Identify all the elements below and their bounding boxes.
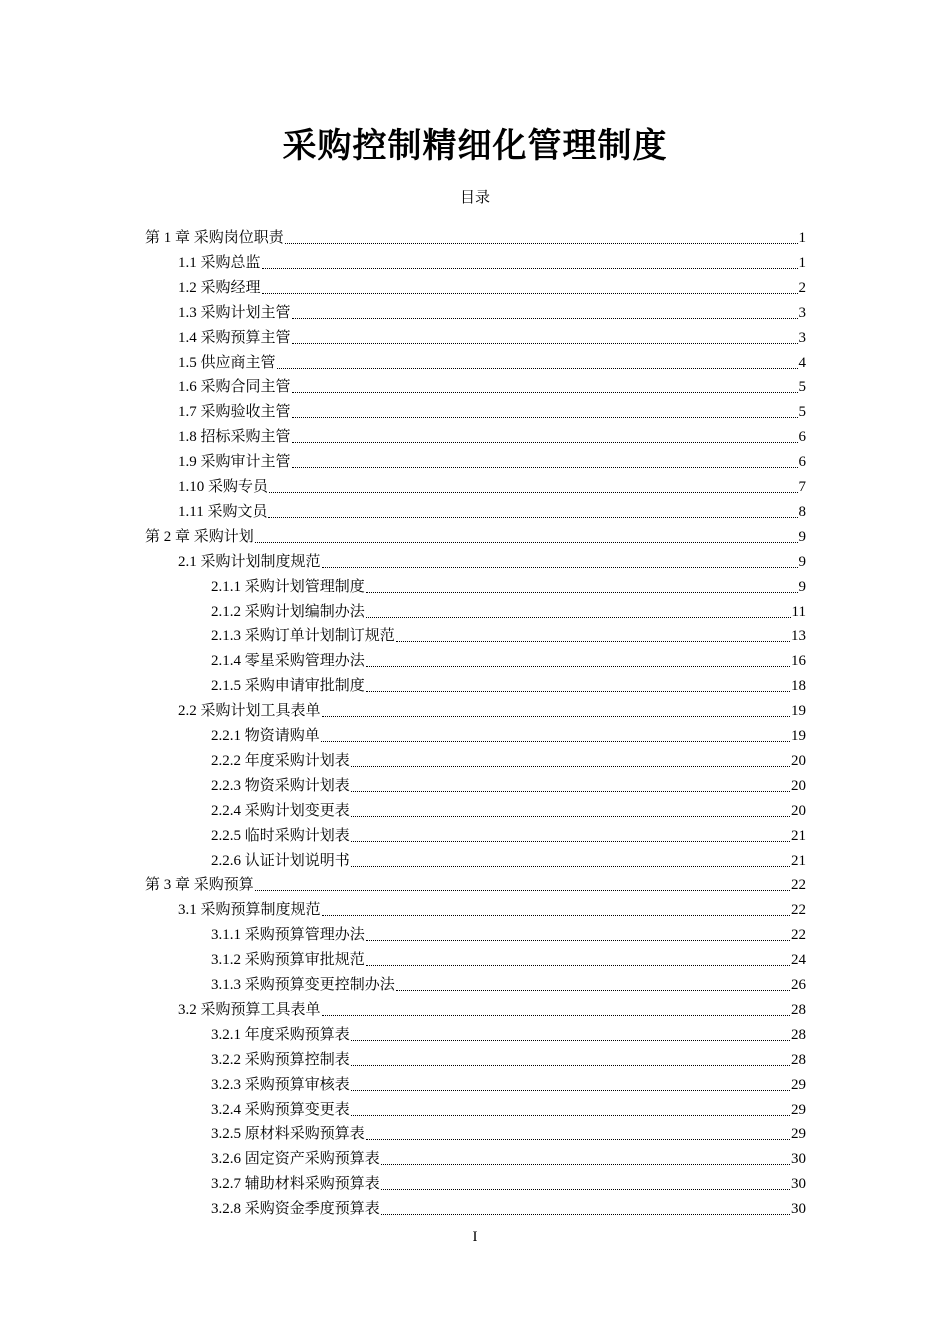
toc-entry-page: 28 [791, 1051, 806, 1068]
toc-dot-leader [366, 940, 790, 941]
toc-entry[interactable] [211, 1071, 806, 1096]
toc-entry-page: 11 [791, 603, 806, 620]
toc-entry-label: 2.2.3 物资采购计划表 [211, 777, 350, 794]
toc-dot-leader [366, 1139, 790, 1140]
toc-entry-label: 2.2.6 认证计划说明书 [211, 852, 350, 869]
toc-entry-label: 3.2.4 采购预算变更表 [211, 1101, 350, 1118]
document-title: 采购控制精细化管理制度 [282, 126, 668, 166]
toc-entry[interactable] [211, 647, 806, 672]
toc-entry-label: 2.1.5 采购申请审批制度 [211, 678, 365, 695]
toc-entry-label: 2.1.2 采购计划编制办法 [211, 603, 365, 620]
toc-entry[interactable] [211, 822, 806, 847]
toc-entry-label: 1.10 采购专员 [178, 479, 269, 495]
toc-entry-label: 2.2.4 采购计划变更表 [211, 802, 350, 819]
toc-heading: 目录 [459, 190, 490, 206]
toc-entry-page: 9 [798, 578, 806, 595]
toc-entry[interactable] [178, 373, 806, 398]
toc-entry-page: 19 [791, 728, 806, 744]
toc-dot-leader [351, 1065, 790, 1066]
toc-entry-label: 1.8 招标采购主管 [178, 429, 291, 446]
toc-entry-label: 2.2.2 年度采购计划表 [211, 752, 350, 769]
toc-dot-leader [277, 368, 798, 369]
toc-entry[interactable] [211, 946, 806, 971]
toc-entry-page: 30 [791, 1201, 806, 1218]
toc-entry-page: 19 [791, 703, 806, 720]
toc-entry[interactable] [211, 1021, 806, 1046]
toc-entry-page: 22 [791, 902, 806, 919]
toc-entry[interactable] [178, 274, 806, 299]
toc-entry-label: 3.2.7 辅助材料采购预算表 [211, 1176, 380, 1193]
toc-dot-leader [262, 293, 798, 294]
toc-entry-page: 22 [791, 877, 806, 894]
toc-entry-page: 3 [798, 329, 806, 346]
toc-entry-page: 18 [791, 678, 806, 695]
toc-entry-page: 28 [791, 1001, 806, 1018]
toc-dot-leader [351, 766, 790, 767]
toc-entry-page: 30 [791, 1151, 806, 1168]
page-number: I [472, 1229, 478, 1245]
toc-entry-label: 2.1 采购计划制度规范 [178, 553, 321, 570]
toc-entry-label: 1.4 采购预算主管 [178, 329, 291, 346]
toc-dot-leader [351, 1115, 790, 1116]
toc-entry[interactable] [145, 871, 806, 896]
toc-dot-leader [321, 741, 790, 742]
toc-entry[interactable] [211, 573, 806, 598]
toc-entry-label: 3.2 采购预算工具表单 [178, 1001, 321, 1018]
toc-entry-label: 1.11 采购文员 [178, 503, 268, 520]
toc-dot-leader [292, 392, 798, 393]
toc-dot-leader [351, 816, 790, 817]
toc-entry-label: 1.5 供应商主管 [178, 354, 276, 371]
toc-entry-label: 2.2.5 临时采购计划表 [211, 827, 350, 844]
toc-entry-page: 9 [798, 553, 806, 570]
toc-entry[interactable] [178, 299, 806, 324]
toc-entry-page: 2 [798, 279, 806, 296]
toc-entry[interactable] [178, 448, 806, 473]
toc-dot-leader [322, 1015, 790, 1016]
toc-dot-leader [285, 243, 798, 244]
toc-entry-label: 2.1.3 采购订单计划制订规范 [211, 628, 395, 645]
toc-entry[interactable] [178, 996, 806, 1021]
toc-dot-leader [322, 915, 790, 916]
toc-entry-page: 8 [798, 503, 806, 520]
toc-entry[interactable] [211, 622, 806, 647]
toc-entry-page: 3 [798, 304, 806, 321]
toc-entry-page: 28 [791, 1026, 806, 1043]
toc-entry[interactable] [211, 772, 806, 797]
toc-entry[interactable] [211, 1170, 806, 1195]
toc-entry[interactable] [211, 1120, 806, 1145]
toc-entry[interactable] [178, 423, 806, 448]
toc-entry-page: 22 [791, 927, 806, 944]
toc-entry[interactable] [178, 249, 806, 274]
toc-entry-label: 1.9 采购审计主管 [178, 454, 291, 471]
toc-entry-page: 16 [791, 653, 806, 670]
toc-dot-leader [292, 318, 798, 319]
toc-entry-label: 3.2.2 采购预算控制表 [211, 1051, 350, 1068]
toc-dot-leader [255, 890, 790, 891]
toc-entry-page: 20 [791, 752, 806, 769]
toc-entry-page: 13 [791, 628, 806, 645]
toc-entry-page: 6 [798, 429, 806, 446]
toc-entry-page: 1 [798, 254, 806, 271]
toc-dot-leader [292, 417, 798, 418]
toc-dot-leader [381, 1214, 790, 1215]
toc-dot-leader [381, 1164, 790, 1165]
toc-entry[interactable] [211, 672, 806, 697]
toc-dot-leader [268, 517, 797, 518]
toc-entry[interactable] [145, 523, 806, 548]
toc-dot-leader [292, 442, 798, 443]
toc-entry[interactable] [211, 722, 806, 747]
toc-entry-page: 29 [791, 1076, 806, 1093]
toc-entry-label: 3.1.2 采购预算审批规范 [211, 952, 365, 969]
toc-entry-label: 第 1 章 采购岗位职责 [145, 230, 284, 246]
toc-dot-leader [366, 666, 790, 667]
toc-entry-label: 2.1.1 采购计划管理制度 [211, 578, 365, 595]
toc-dot-leader [292, 467, 798, 468]
toc-entry-label: 3.2.8 采购资金季度预算表 [211, 1201, 380, 1218]
toc-entry-page: 4 [798, 354, 806, 371]
toc-entry-page: 21 [791, 827, 806, 844]
toc-dot-leader [262, 268, 798, 269]
toc-dot-leader [322, 716, 790, 717]
toc-entry[interactable] [211, 1145, 806, 1170]
toc-dot-leader [366, 965, 790, 966]
toc-entry-page: 20 [791, 777, 806, 794]
toc-entry-page: 21 [791, 852, 806, 869]
toc-entry-label: 3.2.5 原材料采购预算表 [211, 1126, 365, 1143]
toc-dot-leader [269, 492, 797, 493]
toc-dot-leader [351, 866, 790, 867]
toc-entry[interactable] [178, 896, 806, 921]
toc-entry[interactable] [211, 747, 806, 772]
toc-entry-label: 第 3 章 采购预算 [145, 877, 254, 894]
toc-dot-leader [366, 691, 790, 692]
toc-entry-label: 2.1.4 零星采购管理办法 [211, 653, 365, 670]
toc-entry-page: 20 [791, 802, 806, 819]
toc-entry-page: 29 [791, 1126, 806, 1143]
toc-entry[interactable] [211, 797, 806, 822]
toc-entry-label: 3.1.3 采购预算变更控制办法 [211, 977, 395, 993]
toc-dot-leader [292, 343, 798, 344]
toc-entry-label: 3.1 采购预算制度规范 [178, 902, 321, 919]
toc-entry-label: 1.7 采购验收主管 [178, 404, 291, 421]
toc-entry-label: 1.6 采购合同主管 [178, 379, 291, 396]
toc-dot-leader [396, 641, 790, 642]
toc-entry-label: 3.2.3 采购预算审核表 [211, 1076, 350, 1093]
toc-entry[interactable] [178, 473, 806, 498]
toc-dot-leader [351, 841, 790, 842]
toc-entry-label: 3.1.1 采购预算管理办法 [211, 927, 365, 944]
toc-entry[interactable] [178, 398, 806, 423]
toc-dot-leader [366, 617, 791, 618]
toc-entry[interactable] [211, 1096, 806, 1121]
toc-dot-leader [255, 542, 798, 543]
toc-entry[interactable] [211, 598, 806, 623]
toc-dot-leader [381, 1189, 790, 1190]
toc-entry-page: 24 [791, 952, 806, 969]
toc-dot-leader [351, 791, 790, 792]
toc-entry-page: 6 [798, 454, 806, 471]
toc-entry[interactable] [178, 324, 806, 349]
toc-entry-page: 26 [791, 977, 806, 993]
toc-dot-leader [366, 592, 798, 593]
toc-dot-leader [351, 1090, 790, 1091]
toc-entry[interactable] [178, 349, 806, 374]
toc-entry[interactable] [211, 921, 806, 946]
toc-entry-page: 5 [798, 404, 806, 421]
toc-entry-page: 9 [798, 528, 806, 545]
toc-entry[interactable] [211, 1046, 806, 1071]
toc-entry-label: 1.3 采购计划主管 [178, 304, 291, 321]
toc-entry[interactable] [178, 498, 806, 523]
toc-entry-label: 3.2.6 固定资产采购预算表 [211, 1151, 380, 1168]
toc-entry-label: 2.2.1 物资请购单 [211, 728, 320, 744]
toc-entry[interactable] [178, 548, 806, 573]
toc-entry-page: 30 [791, 1176, 806, 1193]
toc-entry-label: 1.2 采购经理 [178, 279, 261, 296]
toc-entry-label: 1.1 采购总监 [178, 254, 261, 271]
toc-entry[interactable] [211, 971, 806, 996]
toc-entry[interactable] [178, 697, 806, 722]
toc-entry[interactable] [145, 224, 806, 249]
toc-entry-page: 1 [798, 230, 806, 246]
toc-entry-page: 5 [798, 379, 806, 396]
toc-entry-label: 3.2.1 年度采购预算表 [211, 1026, 350, 1043]
toc-dot-leader [396, 990, 790, 991]
toc-entry-label: 2.2 采购计划工具表单 [178, 703, 321, 720]
toc-dot-leader [322, 567, 798, 568]
toc-entry[interactable] [211, 1195, 806, 1220]
toc-entry-page: 7 [798, 479, 806, 495]
toc-dot-leader [351, 1040, 790, 1041]
toc-entry-page: 29 [791, 1101, 806, 1118]
toc-entry-label: 第 2 章 采购计划 [145, 528, 254, 545]
toc-entry[interactable] [211, 847, 806, 872]
